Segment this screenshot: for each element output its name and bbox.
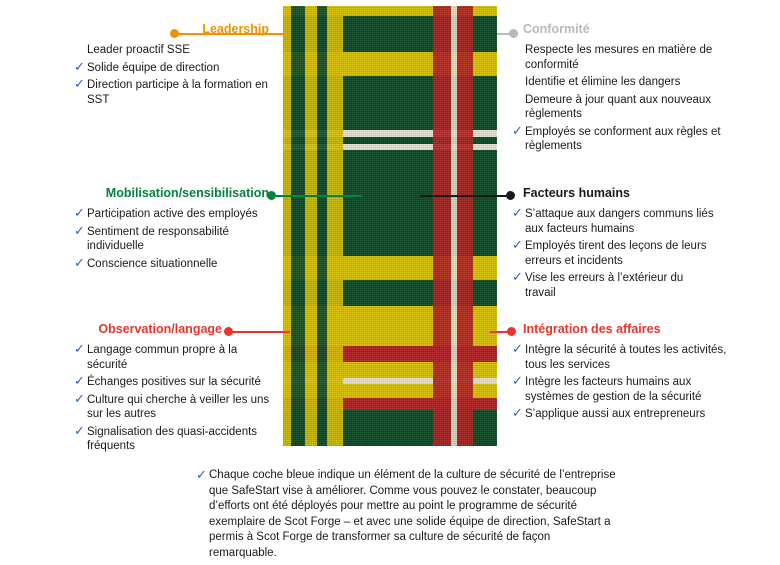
check-icon: ✓ (512, 238, 523, 253)
list-item (74, 61, 269, 76)
block-integration-heading: Intégration des affaires (523, 322, 661, 336)
footer-note-body (196, 468, 616, 561)
check-icon: ✓ (512, 206, 523, 221)
block-conformite (512, 22, 722, 157)
block-leadership-heading: Leadership (202, 22, 269, 36)
check-icon: ✓ (74, 206, 85, 221)
item-text: Employés se conforment aux règles et règlements (525, 125, 721, 152)
item-text: Identifie et élimine les dangers (525, 76, 681, 88)
list-item (512, 343, 740, 372)
check-icon: ✓ (512, 406, 523, 421)
check-icon: ✓ (512, 270, 523, 285)
check-icon: ✓ (512, 342, 523, 357)
item-text: S’applique aussi aux entrepreneurs (525, 408, 706, 420)
block-facteurs-humains-heading: Facteurs humains (523, 186, 630, 200)
list-item (512, 93, 722, 122)
list-item (74, 78, 269, 107)
item-text: Intègre la sécurité à toutes les activités, tous les services (525, 344, 727, 371)
list-item (512, 375, 740, 404)
list-item (512, 407, 740, 422)
list-item (74, 375, 274, 390)
check-icon: ✓ (74, 77, 85, 92)
list-item (512, 75, 722, 90)
item-text: Leader proactif SSE (87, 44, 190, 56)
connector-mobilisation (272, 195, 362, 197)
item-text: Participation active des employés (87, 208, 258, 220)
block-integration (512, 322, 740, 425)
check-icon: ✓ (196, 468, 207, 483)
list-item (74, 207, 274, 222)
item-text: Intègre les facteurs humains aux systèmes de gestion de la sécurité (525, 376, 702, 403)
item-text: Sentiment de responsabilité individuelle (87, 225, 229, 252)
block-conformite-heading: Conformité (523, 22, 590, 36)
item-text: Langage commun propre à la sécurité (87, 344, 238, 371)
list-item (74, 225, 274, 254)
list-item (74, 343, 274, 372)
check-icon: ✓ (74, 374, 85, 389)
item-text: Signalisation des quasi-accidents fréquents (87, 425, 258, 452)
check-icon: ✓ (74, 423, 85, 439)
check-icon: ✓ (512, 374, 523, 389)
item-text: Vise les erreurs à l’extérieur du travail (525, 272, 684, 299)
check-icon: ✓ (74, 59, 85, 75)
footer-note-text: Chaque coche bleue indique un élément de la culture de sécurité de l’entreprise que SafeStart vise à améliorer. Comme vous pouvez le constater, beaucoup d’efforts ont été déployés pour mettre au point le programme de sécurité exemplaire de Scot Forge – et avec une solide équipe de direction, SafeStart a permis à Scot Forge de transformer sa culture de sécurité de façon remarquable. (209, 469, 616, 559)
block-leadership (74, 22, 269, 110)
check-icon: ✓ (74, 342, 85, 357)
block-mobilisation (74, 186, 274, 274)
list-item (512, 239, 717, 268)
list-item (512, 207, 717, 236)
item-text: Employés tirent des leçons de leurs erreurs et incidents (525, 240, 707, 267)
item-text: Direction participe à la formation en SST (87, 79, 268, 106)
list-item (512, 43, 722, 72)
list-item (74, 257, 274, 272)
item-text: Solide équipe de direction (87, 61, 220, 74)
item-text: Conscience situationnelle (87, 257, 218, 270)
list-item (512, 271, 717, 300)
list-item (512, 125, 722, 154)
list-item (74, 425, 274, 454)
item-text: Échanges positives sur la sécurité (87, 376, 261, 388)
check-icon: ✓ (512, 123, 523, 139)
list-item (74, 43, 269, 58)
block-mobilisation-heading: Mobilisation/sensibilisation (105, 186, 269, 200)
connector-facteurs-humains (420, 195, 510, 197)
tartan-fabric-image (283, 6, 497, 446)
tartan-weave-texture (283, 6, 497, 446)
block-observation-heading: Observation/langage (98, 322, 222, 336)
list-item (74, 393, 274, 422)
item-text: Respecte les mesures en matière de conformité (525, 44, 713, 71)
item-text: S’attaque aux dangers communs liés aux facteurs humains (525, 208, 714, 235)
check-icon: ✓ (74, 391, 85, 407)
block-facteurs-humains (512, 186, 717, 303)
check-icon: ✓ (74, 223, 85, 239)
check-icon: ✓ (74, 255, 85, 271)
item-text: Culture qui cherche à veiller les uns sur les autres (87, 393, 270, 420)
item-text: Demeure à jour quant aux nouveaux règlements (525, 93, 712, 120)
footer-note (196, 468, 616, 561)
block-observation (74, 322, 274, 457)
